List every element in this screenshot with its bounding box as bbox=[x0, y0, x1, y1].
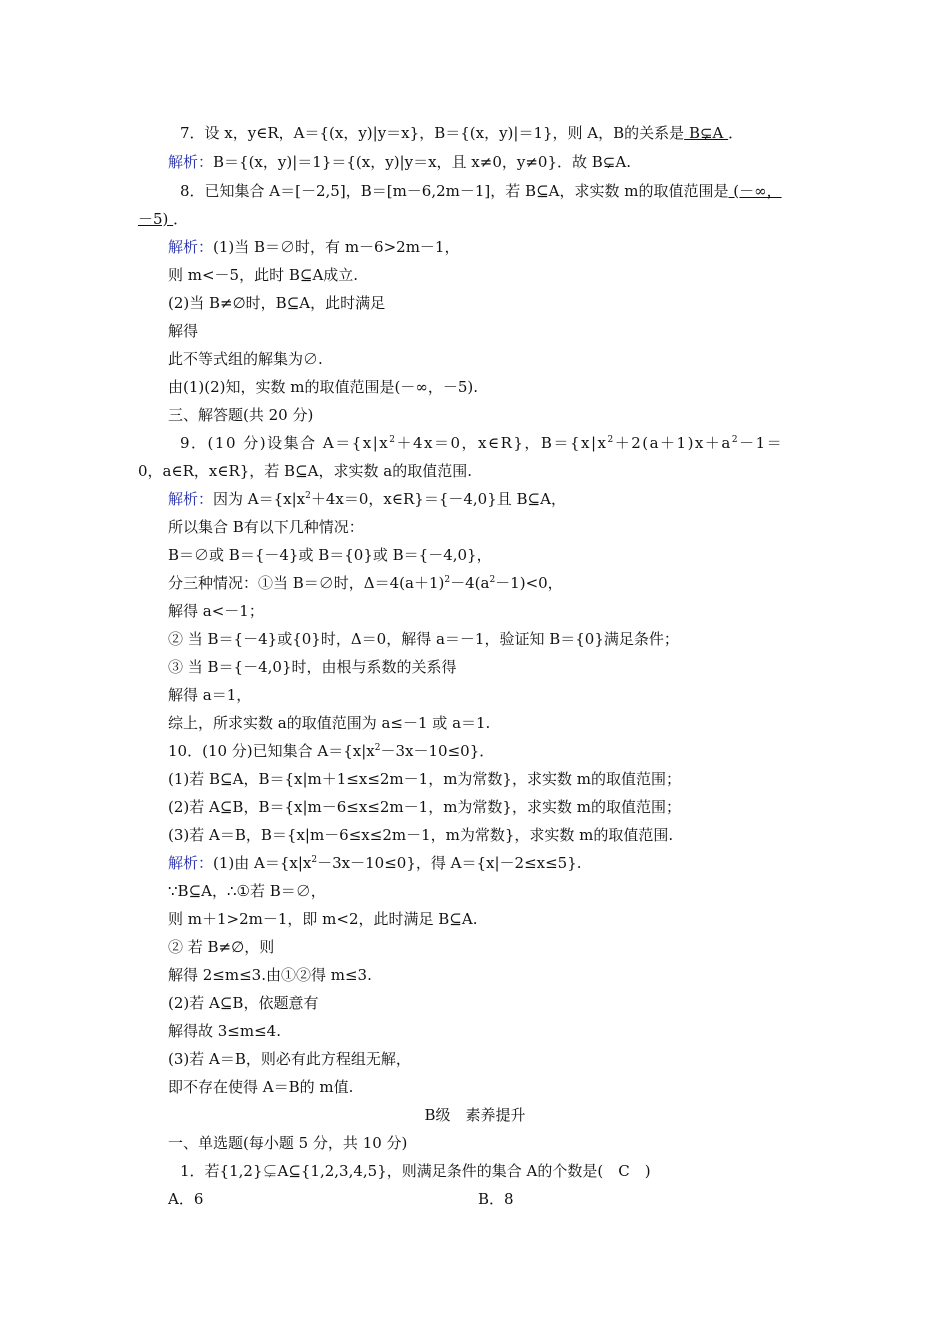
question-10-part2: (2)若 A⊆B，B＝{x|m－6≤x≤2m－1，m为常数}，求实数 m的取值范围； bbox=[168, 798, 681, 816]
superscript: 2 bbox=[489, 575, 496, 585]
solution-label: 解析： bbox=[168, 153, 214, 171]
solution-text: 此不等式组的解集为∅. bbox=[168, 350, 323, 368]
q8-solution-line bbox=[168, 237, 459, 257]
q8-solution-line bbox=[168, 265, 358, 285]
question-8 bbox=[180, 181, 782, 201]
superscript: 2 bbox=[311, 855, 318, 865]
solution-text: (1)由 A＝{x|x bbox=[213, 854, 312, 872]
solution-text: －3x－10≤0}，得 A＝{x|－2≤x≤5}. bbox=[317, 854, 582, 872]
q10-solution-line: ∵B⊆A，∴①若 B＝∅， bbox=[168, 882, 326, 900]
q10-text: 10．(10 分)已知集合 A＝{x|x bbox=[168, 742, 375, 760]
q8-solution-line bbox=[168, 349, 323, 369]
q10-solution-line: 则 m＋1>2m－1，即 m<2，此时满足 B⊆A. bbox=[168, 910, 478, 928]
solution-label: 解析： bbox=[168, 238, 214, 256]
solution-text: 由(1)(2)知，实数 m的取值范围是(－∞，－5). bbox=[168, 378, 478, 396]
question-1: 1．若{1,2}⊊A⊆{1,2,3,4,5}，则满足条件的集合 A的个数是( C ) bbox=[180, 1162, 651, 1180]
q9-solution-line: ② 当 B＝{－4}或{0}时，Δ＝0，解得 a＝－1，验证知 B＝{0}满足条件； bbox=[168, 630, 679, 648]
q9-text: －1＝ bbox=[739, 434, 784, 452]
solution-label: 解析： bbox=[168, 854, 214, 872]
superscript: 2 bbox=[444, 575, 451, 585]
level-b-heading: B级 素养提升 bbox=[424, 1106, 526, 1124]
q9-solution-line bbox=[168, 573, 563, 593]
superscript: 2 bbox=[731, 435, 740, 445]
q9-solution-line: B＝∅或 B＝{－4}或 B＝{0}或 B＝{－4,0}， bbox=[168, 546, 492, 564]
superscript: 2 bbox=[607, 435, 615, 445]
question-7-answer: B⊊A bbox=[684, 124, 729, 142]
q9-solution-line: 解得 a＝1， bbox=[168, 686, 252, 704]
question-8-end: ． bbox=[173, 210, 189, 228]
q9-text: ＋2(a＋1)x＋a bbox=[614, 434, 732, 452]
question-7-text: 7．设 x，y∈R，A＝{(x，y)|y＝x}，B＝{(x，y)|＝1}，则 A，B的关系是 bbox=[180, 124, 685, 142]
q9-solution-line: 综上，所求实数 a的取值范围为 a≤－1 或 a＝1. bbox=[168, 714, 491, 732]
q8-solution-line bbox=[168, 293, 385, 313]
solution-text: 则 m<－5，此时 B⊆A成立. bbox=[168, 266, 359, 284]
question-7 bbox=[180, 123, 743, 143]
solution-text: B＝{(x，y)|＝1}＝{(x，y)|y＝x，且 x≠0，y≠0}．故 B⊊A. bbox=[213, 153, 631, 171]
q10-solution-line: ② 若 B≠∅，则 bbox=[168, 938, 275, 956]
option-b: B．8 bbox=[478, 1190, 514, 1208]
q10-text: －3x－10≤0}． bbox=[380, 742, 495, 760]
question-8-line2 bbox=[138, 209, 188, 229]
q10-solution-line: (3)若 A＝B，则必有此方程组无解， bbox=[168, 1050, 411, 1068]
q10-solution-line bbox=[168, 853, 582, 873]
q9-solution-line bbox=[168, 489, 566, 509]
superscript: 2 bbox=[374, 743, 381, 753]
q9-text: ＋4x＝0，x∈R}，B＝{x|x bbox=[396, 434, 608, 452]
superscript: 2 bbox=[305, 491, 311, 501]
section-1-heading: 一、单选题(每小题 5 分，共 10 分) bbox=[168, 1134, 408, 1152]
solution-text: (1)当 B＝∅时，有 m－6>2m－1， bbox=[213, 238, 460, 256]
solution-text: 分三种情况：①当 B＝∅时，Δ＝4(a＋1) bbox=[168, 574, 445, 592]
question-8-answer-part2: －5) bbox=[138, 210, 174, 228]
question-9-line2: 0，a∈R，x∈R}，若 B⊆A，求实数 a的取值范围. bbox=[138, 462, 472, 480]
question-10-part1: (1)若 B⊆A，B＝{x|m＋1≤x≤2m－1，m为常数}，求实数 m的取值范围； bbox=[168, 770, 681, 788]
q10-solution-line: 即不存在使得 A＝B的 m值. bbox=[168, 1078, 354, 1096]
q10-solution-line: 解得 2≤m≤3.由①②得 m≤3. bbox=[168, 966, 372, 984]
solution-text: 因为 A＝{x|x bbox=[213, 490, 306, 508]
question-10-part3: (3)若 A＝B，B＝{x|m－6≤x≤2m－1，m为常数}，求实数 m的取值范围. bbox=[168, 826, 674, 844]
question-10-line1 bbox=[168, 741, 494, 761]
solution-text: ＋4x＝0，x∈R}＝{－4,0}且 B⊆A， bbox=[310, 490, 566, 508]
q10-solution-line: 解得故 3≤m≤4. bbox=[168, 1022, 281, 1040]
solution-text: －1)<0， bbox=[495, 574, 563, 592]
question-7-end: ． bbox=[728, 124, 744, 142]
q8-solution-line bbox=[168, 377, 478, 397]
section-3-heading: 三、解答题(共 20 分) bbox=[168, 406, 314, 424]
q10-solution-line: (2)若 A⊆B，依题意有 bbox=[168, 994, 319, 1012]
q9-solution-line: 所以集合 B有以下几种情况： bbox=[168, 518, 364, 536]
q8-solution-line bbox=[168, 321, 198, 341]
question-9-line1 bbox=[180, 433, 783, 453]
superscript: 2 bbox=[389, 435, 397, 445]
q9-text: 9．(10 分)设集合 A＝{x|x bbox=[180, 434, 390, 452]
solution-text: －4(a bbox=[450, 574, 490, 592]
q9-solution-line: 解得 a<－1； bbox=[168, 602, 264, 620]
q9-solution-line: ③ 当 B＝{－4,0}时，由根与系数的关系得 bbox=[168, 658, 457, 676]
question-8-answer-part1: (－∞， bbox=[728, 182, 782, 200]
solution-text: 解得 bbox=[168, 322, 199, 340]
solution-text: (2)当 B≠∅时，B⊆A，此时满足 bbox=[168, 294, 386, 312]
option-a: A．6 bbox=[168, 1190, 204, 1208]
question-8-text: 8．已知集合 A＝[－2,5]，B＝[m－6,2m－1]，若 B⊆A，求实数 m的取值范围是 bbox=[180, 182, 729, 200]
solution-label: 解析： bbox=[168, 490, 214, 508]
question-7-solution bbox=[168, 152, 631, 172]
